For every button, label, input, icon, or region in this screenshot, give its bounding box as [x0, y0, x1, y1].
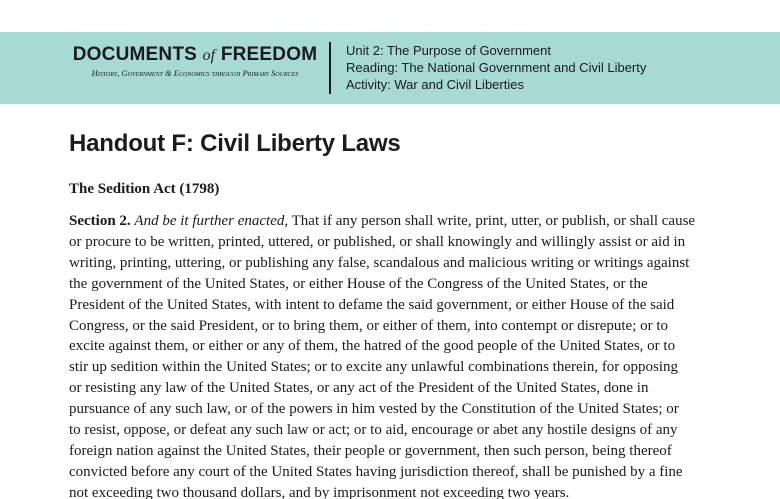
text-line: or procure to be written, printed, uttered, or published, or shall knowingly and willingly assist or aid in	[69, 233, 686, 250]
text-line: to resist, oppose, or defeat any such law or act; or to aid, encourage or abet any hostile designs of any	[69, 422, 678, 439]
documents-of-freedom-logo	[70, 44, 320, 78]
text-line: excite against them, or either or any of them, the hatred of the good people of the United States, or to	[69, 338, 676, 355]
text-line: or resisting any law of the United States, or any act of the President of the United States, done in	[69, 380, 649, 397]
text-line: the government of the United States, or either House of the Congress of the United States, or the	[69, 275, 648, 292]
text-line: convicted before any court of the United States having jurisdiction thereof, shall be punished by a fine	[69, 463, 683, 480]
text-line: stir up sedition within the United States; or to excite any unlawful combinations therein, for opposing	[69, 359, 679, 376]
section-label: Section 2.	[69, 213, 131, 229]
text-line: not exceeding two thousand dollars, and by imprisonment not exceeding two years.	[69, 484, 570, 499]
reading-label: Reading: The National Government and Civil Liberty	[346, 60, 647, 75]
logo-title-of: of	[202, 47, 216, 64]
section-2-text	[69, 211, 719, 499]
logo-subtitle: History, Government & Economics through Primary Sources	[91, 68, 299, 78]
header-band	[0, 32, 780, 104]
text-line-content: , That if any person shall write, print, utter, or publish, or shall cause	[284, 213, 696, 229]
header-info	[346, 42, 646, 93]
logo-title-part2: FREEDOM	[220, 44, 318, 65]
text-line: President of the United States, with intent to defame the said government, or either House of the said	[69, 296, 675, 313]
activity-label: Activity: War and Civil Liberties	[346, 77, 524, 92]
text-line	[69, 211, 719, 232]
logo-title-part1: DOCUMENTS	[72, 44, 197, 65]
enacted-clause: And be it further enacted	[134, 213, 285, 229]
unit-label: Unit 2: The Purpose of Government	[346, 43, 551, 58]
text-line: Congress, or the said President, or to bring them, or either of them, into contempt or disrepute; or to	[69, 317, 669, 334]
text-line: writing, printing, uttering, or publishing any false, scandalous and malicious writing or writings against	[69, 254, 690, 271]
text-line: pursuance of any such law, or of the powers in him vested by the Constitution of the United States; or	[69, 401, 679, 418]
header-divider	[329, 42, 331, 94]
act-title: The Sedition Act (1798)	[69, 181, 220, 197]
handout-title: Handout F: Civil Liberty Laws	[69, 130, 401, 157]
text-line: foreign nation against the United States, their people or government, then such person, being thereof	[69, 442, 672, 459]
logo-title	[70, 44, 320, 66]
